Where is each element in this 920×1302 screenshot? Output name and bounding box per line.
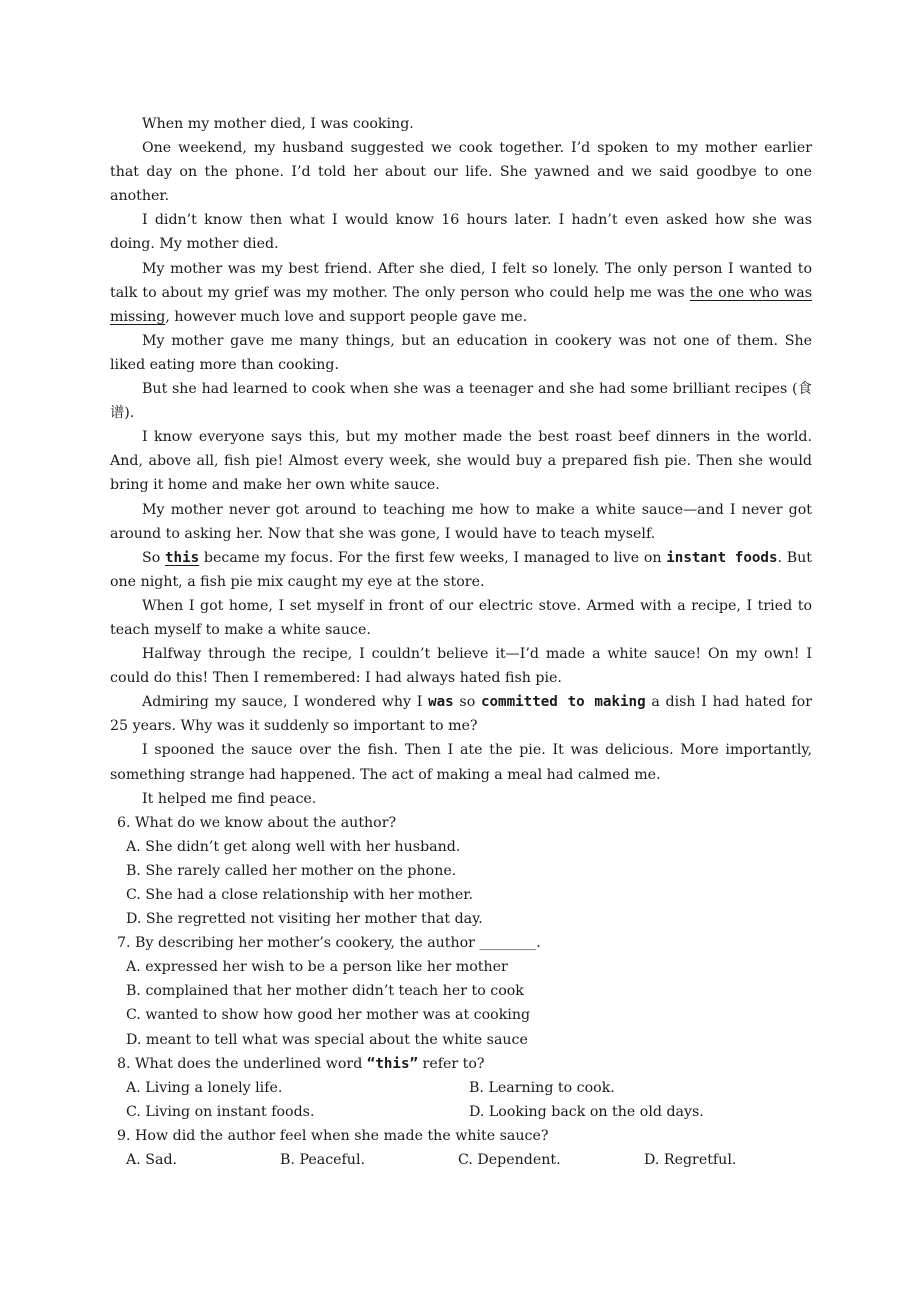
- paragraph-14: It helped me find peace.: [142, 790, 317, 807]
- question-9-option-d: D. Regretful.: [644, 1152, 737, 1169]
- underlined-phrase-missing: the one who was missing: [110, 284, 812, 325]
- question-8-option-d: D. Looking back on the old days.: [469, 1103, 704, 1120]
- question-6: [110, 811, 812, 931]
- question-7-option-d: D. meant to tell what was special about the white sauce: [126, 1031, 528, 1048]
- question-8-stem: [110, 1052, 812, 1076]
- paragraph-5: My mother gave me many things, but an education in cookery was not one of them. She liked eating more than cooking.: [110, 332, 812, 373]
- paragraph-13: I spooned the sauce over the fish. Then I ate the pie. It was delicious. More importantly, something strange had happened. The act of making a meal had calmed me.: [110, 742, 812, 783]
- question-8-option-a: A. Living a lonely life.: [126, 1079, 283, 1096]
- paragraph-4-text-a: My mother was my best friend. After she died, I felt so lonely. The only person I wanted to talk to about my grief was my mother. The only person who could help me was: [110, 260, 812, 301]
- question-6-option-c: C. She had a close relationship with her mother.: [126, 887, 473, 903]
- question-8-option-c: C. Living on instant foods.: [126, 1103, 315, 1120]
- paragraph-9-text-d: . But one night, a fish pie mix caught my eye at the store.: [110, 549, 812, 590]
- bold-was: was: [428, 694, 454, 711]
- paragraph-9-text-a: So: [142, 549, 165, 566]
- reading-passage-page: [110, 112, 812, 1172]
- paragraph-10: When I got home, I set myself in front of our electric stove. Armed with a recipe, I tried to teach myself to make a white sauce.: [110, 597, 812, 638]
- question-8-stem-c: refer to?: [418, 1055, 485, 1072]
- paragraph-12-text-c: so: [453, 694, 481, 711]
- question-7-option-a: A. expressed her wish to be a person like her mother: [126, 959, 508, 976]
- question-7-option-b: B. complained that her mother didn’t teach her to cook: [126, 983, 524, 1000]
- question-6-option-d: D. She regretted not visiting her mother that day.: [126, 911, 483, 928]
- paragraph-9-text-b: became my focus. For the first few weeks, I managed to live on: [199, 549, 667, 566]
- paragraph-12-text-e: a dish I had hated for 25 years. Why was it suddenly so important to me?: [110, 694, 813, 735]
- paragraph-3: I didn’t know then what I would know 16 hours later. I hadn’t even asked how she was doing. My mother died.: [110, 212, 812, 253]
- question-7-stem: 7. By describing her mother’s cookery, the author ________.: [117, 935, 541, 952]
- underlined-word-this: this: [165, 549, 200, 566]
- question-9: [110, 1124, 812, 1172]
- question-8-options-row-2: [110, 1100, 812, 1124]
- question-6-stem: 6. What do we know about the author?: [117, 814, 397, 831]
- paragraph-6: But she had learned to cook when she was a teenager and she had some brilliant recipes (食谱).: [110, 381, 812, 422]
- question-6-option-a: A. She didn’t get along well with her husband.: [126, 838, 461, 855]
- paragraph-9: [110, 546, 812, 594]
- bold-committed-to-making: committed to making: [480, 694, 646, 711]
- question-8-stem-this: “this”: [366, 1055, 419, 1072]
- question-8-options-row-1: [110, 1076, 812, 1100]
- question-8-option-b: B. Learning to cook.: [469, 1079, 615, 1096]
- paragraph-8: My mother never got around to teaching me how to make a white sauce—and I never got around to asking her. Now that she was gone, I would have to teach myself.: [110, 501, 812, 542]
- paragraph-12-text-a: Admiring my sauce, I wondered why I: [142, 694, 429, 711]
- question-9-options-row: [110, 1148, 812, 1172]
- question-9-option-c: C. Dependent.: [458, 1152, 561, 1169]
- question-6-option-b: B. She rarely called her mother on the phone.: [126, 862, 457, 879]
- question-7-option-c: C. wanted to show how good her mother was at cooking: [126, 1007, 531, 1024]
- paragraph-1: When my mother died, I was cooking.: [142, 116, 414, 132]
- paragraph-4-text-b: , however much love and support people gave me.: [165, 308, 528, 325]
- paragraph-11: Halfway through the recipe, I couldn’t believe it—I’d made a white sauce! On my own! I could do this! Then I remembered: I had always hated fish pie.: [110, 646, 812, 687]
- paragraph-12: [110, 690, 812, 738]
- question-7: [110, 931, 812, 1051]
- question-9-option-b: B. Peaceful.: [280, 1152, 365, 1169]
- paragraph-4: [110, 257, 812, 329]
- question-8-stem-a: 8. What does the underlined word: [117, 1055, 367, 1072]
- question-9-option-a: A. Sad.: [126, 1152, 178, 1169]
- bold-instant-foods: instant foods: [666, 549, 778, 566]
- paragraph-7: I know everyone says this, but my mother made the best roast beef dinners in the world. And, above all, fish pie! Almost every week, she would buy a prepared fish pie. Then she would bring it home and make her own white sauce.: [110, 429, 812, 494]
- paragraph-2: One weekend, my husband suggested we cook together. I’d spoken to my mother earlier that day on the phone. I’d told her about our life. She yawned and we said goodbye to one another.: [110, 140, 812, 205]
- question-8: [110, 1052, 812, 1124]
- question-9-stem: 9. How did the author feel when she made the white sauce?: [117, 1127, 549, 1144]
